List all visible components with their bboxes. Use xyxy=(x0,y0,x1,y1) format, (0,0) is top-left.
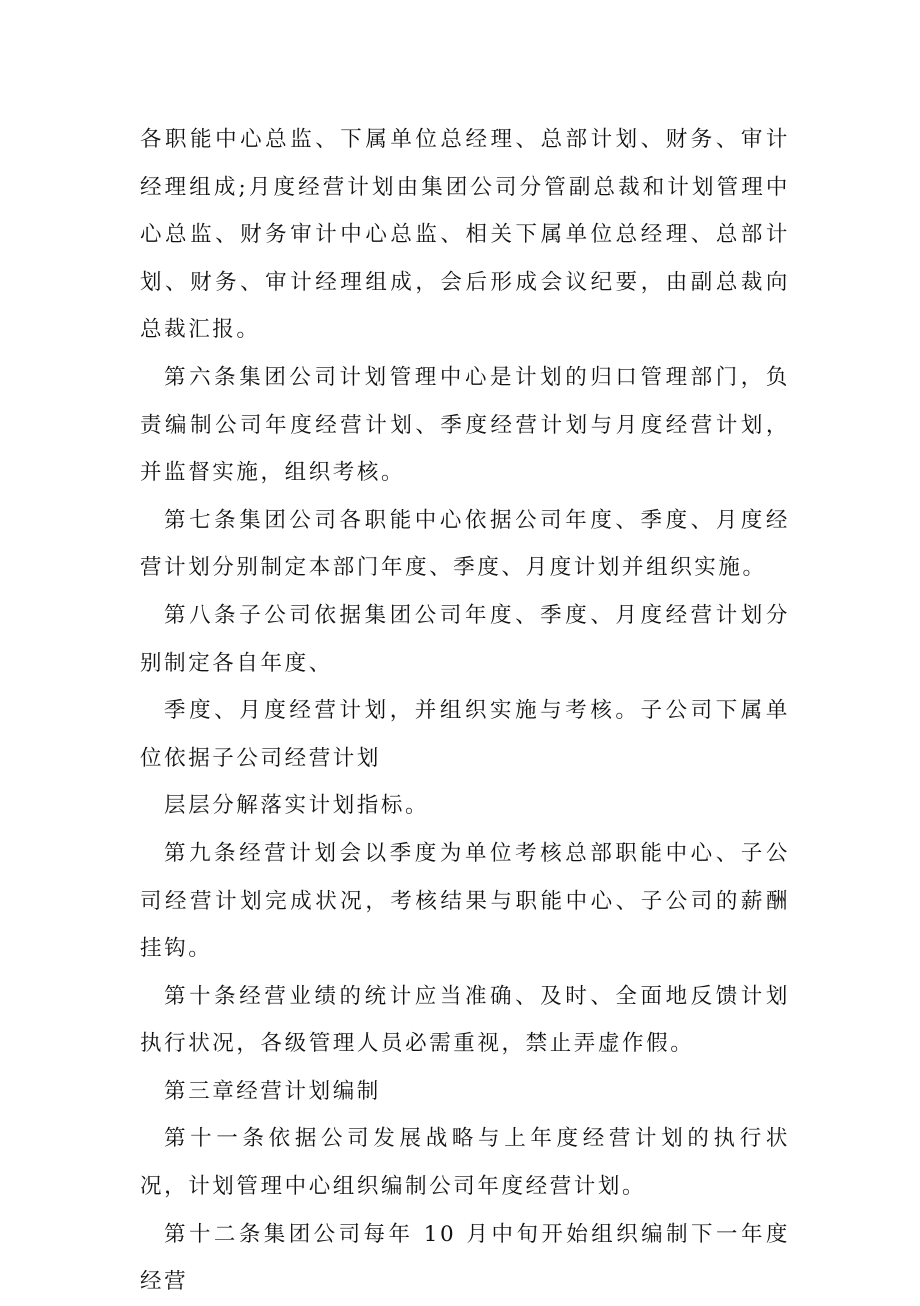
paragraph-article-9: 第九条经营计划会以季度为单位考核总部职能中心、子公司经营计划完成状况，考核结果与职能中心、子公司的薪酬挂钩。 xyxy=(140,840,790,962)
paragraph-article-8-end: 层层分解落实计划指标。 xyxy=(164,793,430,819)
paragraph: 各职能中心总监、下属单位总经理、总部计划、财务、审计经理组成;月度经营计划由集团公司分管副总裁和计划管理中心总监、财务审计中心总监、相关下属单位总经理、总部计划、财务、审计经理组成，会后形成会议纪要，由副总裁向总裁汇报。 xyxy=(140,127,790,343)
chapter-heading: 第三章经营计划编制 xyxy=(164,1078,381,1104)
paragraph-article-10: 第十条经营业绩的统计应当准确、及时、全面地反馈计划执行状况，各级管理人员必需重视，禁止弄虚作假。 xyxy=(140,983,790,1057)
paragraph-article-8-continued: 季度、月度经营计划，并组织实施与考核。子公司下属单位依据子公司经营计划 xyxy=(140,698,790,771)
paragraph-article-12: 第十二条集团公司每年 10 月中旬开始组织编制下一年度经营 xyxy=(140,1221,790,1295)
document-body xyxy=(140,116,790,1306)
paragraph-article-8: 第八条子公司依据集团公司年度、季度、月度经营计划分别制定各自年度、 xyxy=(140,602,790,676)
paragraph-article-7: 第七条集团公司各职能中心依据公司年度、季度、月度经营计划分别制定本部门年度、季度、月度计划并组织实施。 xyxy=(140,507,790,581)
paragraph-article-6: 第六条集团公司计划管理中心是计划的归口管理部门，负责编制公司年度经营计划、季度经营计划与月度经营计划，并监督实施，组织考核。 xyxy=(140,364,790,486)
paragraph-article-11: 第十一条依据公司发展战略与上年度经营计划的执行状况，计划管理中心组织编制公司年度经营计划。 xyxy=(140,1126,790,1200)
